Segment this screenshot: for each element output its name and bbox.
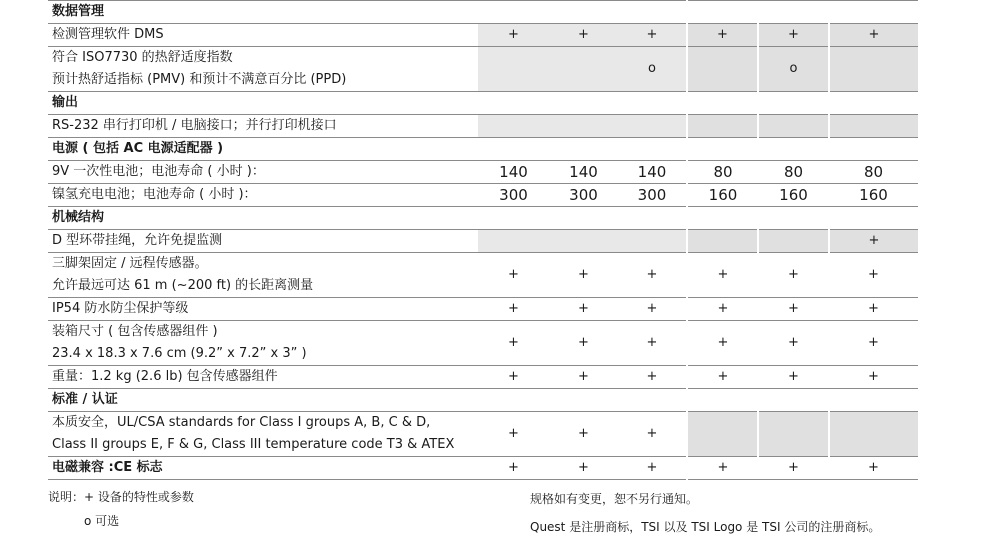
- value-cell: +: [829, 253, 918, 298]
- value-cell: +: [478, 321, 549, 366]
- value-cell: +: [687, 366, 758, 389]
- value-cell: [829, 115, 918, 138]
- value-cell: +: [549, 366, 618, 389]
- value-cell: 300: [478, 184, 549, 207]
- row-label: [48, 161, 478, 184]
- row-label-line: IP54 防水防尘保护等级: [52, 301, 189, 316]
- value-cell: [829, 138, 918, 161]
- value-cell: +: [549, 253, 618, 298]
- value-cell: [758, 230, 829, 253]
- value-cell: [829, 389, 918, 412]
- value-cell: [687, 412, 758, 457]
- value-cell: [758, 138, 829, 161]
- value-cell: +: [478, 366, 549, 389]
- table-row: [48, 321, 918, 366]
- value-cell: [758, 1, 829, 24]
- value-cell: +: [687, 24, 758, 47]
- value-cell: 140: [618, 161, 687, 184]
- value-cell: 140: [549, 161, 618, 184]
- value-cell: [758, 115, 829, 138]
- row-label: [48, 412, 478, 457]
- value-cell: +: [758, 24, 829, 47]
- row-label-line: D 型环带挂绳，允许免提监测: [52, 233, 223, 248]
- value-cell: [758, 389, 829, 412]
- value-cell: +: [758, 321, 829, 366]
- value-cell: [549, 138, 618, 161]
- table-row: [48, 47, 918, 92]
- value-cell: +: [758, 298, 829, 321]
- value-cell: +: [618, 366, 687, 389]
- value-cell: [687, 115, 758, 138]
- value-cell: +: [758, 366, 829, 389]
- row-label: [48, 230, 478, 253]
- value-cell: +: [618, 298, 687, 321]
- value-cell: [687, 389, 758, 412]
- value-cell: [618, 389, 687, 412]
- spec-table: [48, 0, 918, 480]
- value-cell: [687, 138, 758, 161]
- table-row: [48, 161, 918, 184]
- table-row: [48, 298, 918, 321]
- value-cell: [478, 47, 549, 92]
- value-cell: [758, 92, 829, 115]
- value-cell: +: [549, 298, 618, 321]
- value-cell: [478, 138, 549, 161]
- section-header: [48, 207, 918, 230]
- value-cell: 140: [478, 161, 549, 184]
- section-title: 数据管理: [48, 1, 478, 24]
- row-label: [48, 253, 478, 298]
- value-cell: 80: [687, 161, 758, 184]
- value-cell: +: [478, 457, 549, 480]
- value-cell: +: [829, 24, 918, 47]
- value-cell: +: [618, 24, 687, 47]
- value-cell: [618, 230, 687, 253]
- section-header: [48, 457, 918, 480]
- value-cell: +: [549, 457, 618, 480]
- value-cell: [758, 207, 829, 230]
- row-label-line: 检测管理软件 DMS: [52, 27, 164, 42]
- table-row: [48, 230, 918, 253]
- value-cell: o: [758, 47, 829, 92]
- table-row: [48, 253, 918, 298]
- value-cell: [618, 207, 687, 230]
- table-row: [48, 184, 918, 207]
- legend-optional: o 可选: [84, 514, 120, 528]
- section-title: 标准 / 认证: [48, 389, 478, 412]
- row-label: [48, 366, 478, 389]
- value-cell: +: [549, 24, 618, 47]
- value-cell: [478, 207, 549, 230]
- value-cell: [478, 1, 549, 24]
- value-cell: 300: [549, 184, 618, 207]
- value-cell: +: [687, 253, 758, 298]
- value-cell: [829, 92, 918, 115]
- value-cell: +: [758, 457, 829, 480]
- value-cell: [829, 207, 918, 230]
- value-cell: +: [618, 412, 687, 457]
- value-cell: +: [829, 457, 918, 480]
- value-cell: [687, 47, 758, 92]
- value-cell: +: [478, 253, 549, 298]
- value-cell: [829, 47, 918, 92]
- row-label: [48, 321, 478, 366]
- value-cell: 300: [618, 184, 687, 207]
- value-cell: +: [829, 298, 918, 321]
- value-cell: +: [829, 366, 918, 389]
- legend-prefix: 说明：: [48, 490, 85, 504]
- row-label-line: 装箱尺寸 ( 包含传感器组件 ): [52, 324, 218, 339]
- value-cell: +: [829, 230, 918, 253]
- value-cell: [618, 1, 687, 24]
- trademark-notice: Quest 是注册商标，TSI 以及 TSI Logo 是 TSI 公司的注册商标。: [530, 520, 881, 534]
- value-cell: +: [478, 298, 549, 321]
- value-cell: [549, 115, 618, 138]
- value-cell: +: [829, 321, 918, 366]
- row-label-line: 23.4 x 18.3 x 7.6 cm (9.2” x 7.2” x 3” ): [52, 346, 307, 361]
- row-label: [48, 184, 478, 207]
- row-label-line: 重量：1.2 kg (2.6 lb) 包含传感器组件: [52, 369, 278, 384]
- row-label-line: 本质安全，UL/CSA standards for Class I groups A, B, C & D,: [52, 415, 431, 430]
- value-cell: +: [618, 457, 687, 480]
- section-title: 输出: [48, 92, 478, 115]
- section-title: 电源 ( 包括 AC 电源适配器 ): [48, 138, 478, 161]
- value-cell: [478, 92, 549, 115]
- value-cell: +: [478, 412, 549, 457]
- value-cell: [618, 138, 687, 161]
- value-cell: [687, 207, 758, 230]
- row-label-line: RS-232 串行打印机 / 电脑接口；并行打印机接口: [52, 118, 337, 133]
- table-row: [48, 366, 918, 389]
- value-cell: +: [618, 253, 687, 298]
- value-cell: [549, 389, 618, 412]
- value-cell: +: [549, 412, 618, 457]
- value-cell: +: [549, 321, 618, 366]
- row-label-line: 三脚架固定 / 远程传感器。: [52, 256, 208, 271]
- value-cell: [687, 92, 758, 115]
- section-header: [48, 1, 918, 24]
- row-label: [48, 47, 478, 92]
- legend-plus: + 设备的特性或参数: [84, 490, 194, 504]
- table-row: [48, 412, 918, 457]
- value-cell: +: [758, 253, 829, 298]
- row-label-line: 符合 ISO7730 的热舒适度指数: [52, 50, 233, 65]
- value-cell: 80: [758, 161, 829, 184]
- value-cell: 160: [687, 184, 758, 207]
- row-label-line: 镍氢充电电池；电池寿命 ( 小时 )：: [52, 187, 257, 202]
- value-cell: [549, 92, 618, 115]
- row-label: [48, 24, 478, 47]
- value-cell: +: [687, 457, 758, 480]
- value-cell: o: [618, 47, 687, 92]
- spec-grid: [48, 0, 918, 480]
- section-title: 机械结构: [48, 207, 478, 230]
- value-cell: +: [618, 321, 687, 366]
- value-cell: [549, 47, 618, 92]
- table-row: [48, 115, 918, 138]
- row-label: [48, 298, 478, 321]
- value-cell: [618, 92, 687, 115]
- row-label: [48, 115, 478, 138]
- value-cell: 160: [829, 184, 918, 207]
- value-cell: [829, 1, 918, 24]
- value-cell: 80: [829, 161, 918, 184]
- row-label-line: 9V 一次性电池；电池寿命 ( 小时 )：: [52, 164, 265, 179]
- row-label-line: 预计热舒适指标 (PMV) 和预计不满意百分比 (PPD): [52, 72, 347, 87]
- value-cell: [618, 115, 687, 138]
- value-cell: +: [687, 321, 758, 366]
- value-cell: [687, 1, 758, 24]
- row-label-line: Class II groups E, F & G, Class III temperature code T3 & ATEX: [52, 437, 455, 452]
- table-row: [48, 24, 918, 47]
- section-header: [48, 92, 918, 115]
- value-cell: [549, 207, 618, 230]
- value-cell: [758, 412, 829, 457]
- change-notice: 规格如有变更，恕不另行通知。: [530, 492, 699, 506]
- value-cell: [478, 389, 549, 412]
- value-cell: [549, 230, 618, 253]
- value-cell: [478, 230, 549, 253]
- value-cell: 160: [758, 184, 829, 207]
- value-cell: [549, 1, 618, 24]
- section-header: [48, 389, 918, 412]
- row-label-line: 允许最远可达 61 m (~200 ft) 的长距离测量: [52, 278, 314, 293]
- value-cell: +: [478, 24, 549, 47]
- section-header: [48, 138, 918, 161]
- value-cell: +: [687, 298, 758, 321]
- section-title: 电磁兼容 :CE 标志: [48, 457, 478, 480]
- value-cell: [829, 412, 918, 457]
- value-cell: [687, 230, 758, 253]
- value-cell: [478, 115, 549, 138]
